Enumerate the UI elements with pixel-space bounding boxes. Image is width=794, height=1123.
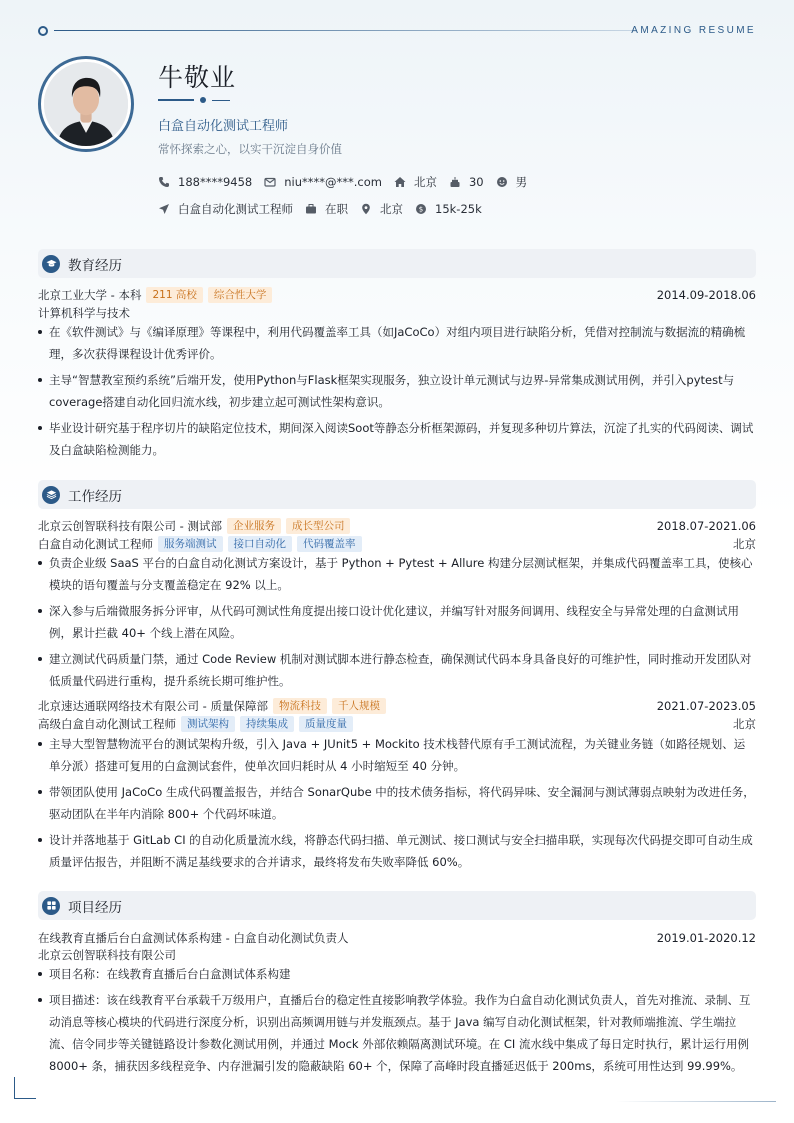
- email-item: [264, 175, 382, 189]
- project-name: 在线教育直播后台白盒测试体系构建 - 白盒自动化测试负责人: [38, 930, 349, 945]
- age-item: [449, 175, 484, 189]
- layers-icon: [42, 486, 60, 504]
- grid-icon: [42, 897, 60, 915]
- list-item: 设计并落地基于 GitLab CI 的自动化质量流水线，将静态代码扫描、单元测试、接口测试与安全扫描串联，实现每次代码提交即可自动生成质量评估报告，并阻断不满足基线要求的合并请求，最终将发布失败率降低 60%。: [38, 829, 756, 873]
- company-name: 北京云创智联科技有限公司 - 测试部: [38, 518, 222, 533]
- role-tag: 服务端测试: [158, 536, 223, 552]
- list-item: 项目名称：在线教育直播后台白盒测试体系构建: [38, 963, 756, 985]
- portrait-image: [44, 62, 128, 146]
- education-title: 教育经历: [68, 257, 122, 274]
- send-icon: [158, 203, 170, 215]
- status-text: 在职: [325, 202, 348, 216]
- header-rule: [38, 26, 636, 36]
- role-tag: 接口自动化: [228, 536, 293, 552]
- project-section-header: [38, 891, 756, 920]
- job-location: 北京: [733, 716, 756, 731]
- project-entry: [38, 929, 756, 946]
- candidate-name: 牛敬业: [158, 63, 237, 92]
- list-item: 带领团队使用 JaCoCo 生成代码覆盖报告，并结合 SonarQube 中的技术债务指标，将代码异味、安全漏洞与测试薄弱点映射为改进任务，驱动团队在半年内消除 800+ 个代码坏味道。: [38, 781, 756, 825]
- list-item: 在《软件测试》与《编译原理》等课程中，利用代码覆盖率工具（如JaCoCo）对组内项目进行缺陷分析，凭借对控制流与数据流的精确梳理，多次获得课程设计优秀评价。: [38, 321, 756, 365]
- list-item: 主导“智慧教室预约系统”后端开发，使用Python与Flask框架实现服务，独立设计单元测试与边界-异常集成测试用例，并引入pytest与coverage搭建自动化回归流水线，初步建立起可测试性架构意识。: [38, 369, 756, 413]
- salary-text: 15k-25k: [435, 202, 482, 216]
- intent-city-item: [360, 201, 403, 217]
- school-tag: 综合性大学: [208, 287, 273, 303]
- corner-decoration: [616, 1101, 776, 1102]
- job-role: 白盒自动化测试工程师: [38, 536, 153, 551]
- city-text: 北京: [413, 175, 437, 189]
- job-title: 白盒自动化测试工程师: [158, 119, 289, 134]
- job-role: 高级白盒自动化测试工程师: [38, 716, 176, 731]
- list-item: 负责企业级 SaaS 平台的白盒自动化测试方案设计，基于 Python + Pytest + Allure 构建分层测试框架，并集成代码覆盖率工具，使核心模块的语句覆盖与分支覆盖稳定在 92% 以上。: [38, 552, 756, 596]
- corner-decoration: [14, 1077, 36, 1099]
- intent-job-item: [158, 201, 293, 217]
- job-location: 北京: [733, 536, 756, 551]
- role-tag: 测试架构: [181, 716, 235, 732]
- company-tag: 企业服务: [227, 518, 281, 534]
- list-item: 主导大型智慧物流平台的测试架构升级，引入 Java + JUnit5 + Mockito 技术栈替代原有手工测试流程，为关键业务链（如路径规划、运单分派）搭建可复用的白盒测试套件，使单次回归耗时从 4 小时缩短至 40 分钟。: [38, 733, 756, 777]
- list-item: 建立测试代码质量门禁，通过 Code Review 机制对测试脚本进行静态检查，确保测试代码本身具备良好的可维护性，同时推动开发团队对低质量代码进行重构，提升系统长期可维护性。: [38, 648, 756, 692]
- company-tag: 物流科技: [273, 698, 327, 714]
- age-text: 30: [468, 175, 484, 189]
- project-title: 项目经历: [68, 899, 122, 916]
- cake-icon: [449, 176, 461, 188]
- phone-icon: [158, 176, 170, 188]
- job-bullets: [38, 552, 756, 696]
- phone-text: 188****9458: [178, 175, 253, 189]
- city-item: [394, 174, 437, 190]
- school-name: 北京工业大学 - 本科: [38, 287, 142, 302]
- list-item: 项目描述：该在线教育平台承载千万级用户，直播后台的稳定性直接影响教学体验。我作为白盒自动化测试负责人，首先对推流、录制、互动消息等核心模块的代码进行深度分析，识别出高频调用链与并发瓶颈点。基于 Java 编写自动化测试框架，针对教师端推流、学生端拉流、信令同步等关键链路设计参数化测试用例，并通过 Mock 外部依赖隔离测试环境。在 CI 流水线中集成了每日定时执行，累计运行用例 8000+ 条，捕获因多线程竞争、内存泄漏引发的隐蔽缺陷 60+ 个，保障了高峰时段直播延迟低于 200ms，系统可用性达到 99.99%。: [38, 989, 756, 1077]
- name-divider: [158, 97, 230, 103]
- role-tag: 代码覆盖率: [297, 536, 362, 552]
- money-icon: [415, 203, 427, 215]
- project-org: 北京云创智联科技有限公司: [38, 948, 176, 962]
- education-period: 2014.09-2018.06: [656, 287, 756, 302]
- job-role-line: [38, 715, 756, 732]
- job-bullets: [38, 733, 756, 877]
- job-entry: [38, 697, 756, 714]
- company-tag: 成长型公司: [286, 518, 351, 534]
- work-section-header: [38, 480, 756, 509]
- phone-item: [158, 175, 252, 189]
- job-period: 2018.07-2021.06: [656, 518, 756, 533]
- intent-job-text: 白盒自动化测试工程师: [178, 202, 293, 216]
- face-icon: [496, 176, 508, 188]
- job-period: 2021.07-2023.05: [656, 698, 756, 713]
- email-text: niu****@***.com: [284, 175, 382, 189]
- brand-label: AMAZING RESUME: [631, 25, 756, 36]
- home-icon: [394, 176, 406, 188]
- salary-item: [415, 202, 482, 216]
- school-tag: 211 高校: [146, 287, 202, 303]
- avatar: [38, 56, 134, 152]
- company-tag: 千人规模: [332, 698, 386, 714]
- intent-row: [158, 201, 494, 217]
- project-period: 2019.01-2020.12: [656, 930, 756, 945]
- project-bullets: [38, 963, 756, 1081]
- motto: 常怀探索之心，以实干沉淀自身价值: [158, 142, 342, 156]
- location-pin-icon: [360, 203, 372, 215]
- list-item: 毕业设计研究基于程序切片的缺陷定位技术，期间深入阅读Soot等静态分析框架源码，并复现多种切片算法，沉淀了扎实的代码阅读、调试及白盒缺陷检测能力。: [38, 417, 756, 461]
- intent-city-text: 北京: [380, 202, 403, 216]
- briefcase-icon: [305, 203, 317, 215]
- contact-row: [158, 174, 539, 190]
- role-tag: 持续集成: [240, 716, 294, 732]
- job-role-line: [38, 535, 756, 552]
- svg-text:$: $: [418, 205, 424, 214]
- mail-icon: [264, 176, 276, 188]
- graduation-cap-icon: [42, 255, 60, 273]
- list-item: 深入参与后端微服务拆分评审，从代码可测试性角度提出接口设计优化建议，并编写针对服务间调用、线程安全与异常处理的白盒测试用例，累计拦截 40+ 个线上潜在风险。: [38, 600, 756, 644]
- role-tag: 质量度量: [299, 716, 353, 732]
- education-bullets: [38, 321, 756, 465]
- education-entry: [38, 286, 756, 303]
- gender-item: [496, 174, 528, 190]
- major: 计算机科学与技术: [38, 306, 130, 320]
- status-item: [305, 201, 348, 217]
- work-title: 工作经历: [68, 488, 122, 505]
- company-name: 北京速达通联网络技术有限公司 - 质量保障部: [38, 698, 268, 713]
- gender-text: 男: [515, 175, 528, 189]
- job-entry: [38, 517, 756, 534]
- education-section-header: [38, 249, 756, 278]
